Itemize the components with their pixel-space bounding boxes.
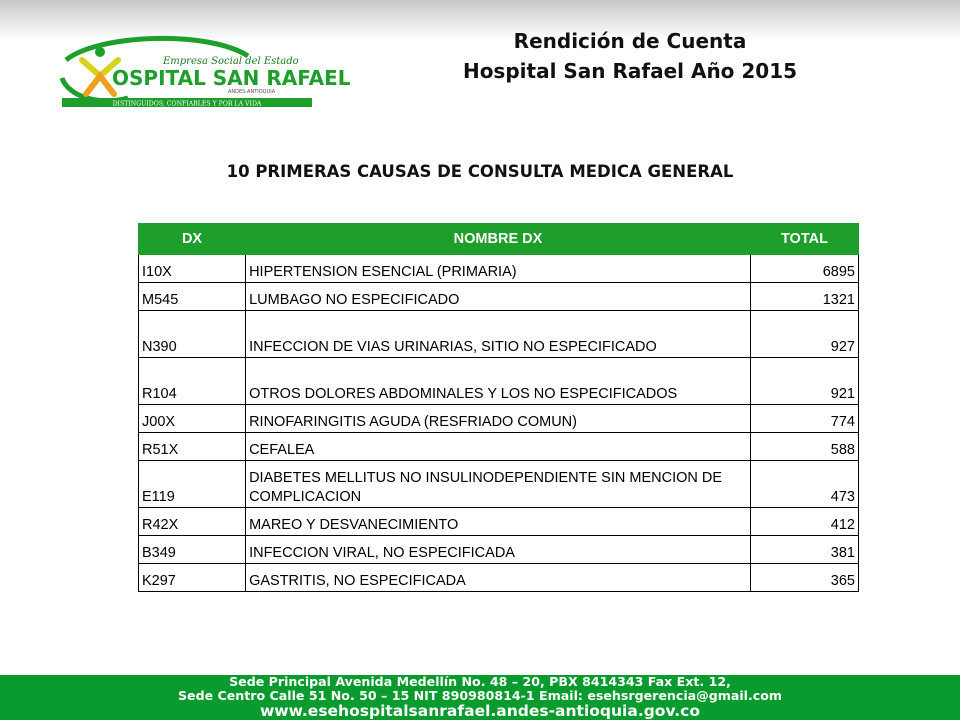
cell-dx: K297 — [139, 564, 246, 592]
cell-total: 412 — [750, 508, 858, 536]
table-row — [139, 358, 859, 405]
footer-address-line-1: Sede Principal Avenida Medellín No. 48 – 20, PBX 8414343 Fax Ext. 12, — [229, 674, 731, 689]
cell-dx: R104 — [139, 358, 246, 405]
logo-graphic — [58, 30, 351, 112]
cell-nombre-dx: DIABETES MELLITUS NO INSULINODEPENDIENTE SIN MENCION DE COMPLICACION — [246, 461, 751, 508]
cell-total: 365 — [750, 564, 858, 592]
cell-dx: R51X — [139, 433, 246, 461]
table-row — [139, 536, 859, 564]
column-header-nombre-dx: NOMBRE DX — [246, 224, 751, 255]
logo-location: ANDES-ANTIOQUIA — [228, 89, 276, 95]
cell-nombre-dx: INFECCION VIRAL, NO ESPECIFICADA — [246, 536, 751, 564]
hospital-logo — [58, 30, 351, 112]
footer-website: www.esehospitalsanrafael.andes-antioquia.gov.co — [259, 702, 701, 720]
cell-total: 6895 — [750, 255, 858, 283]
cell-nombre-dx: LUMBAGO NO ESPECIFICADO — [246, 283, 751, 311]
cell-nombre-dx: HIPERTENSION ESENCIAL (PRIMARIA) — [246, 255, 751, 283]
cell-nombre-dx: GASTRITIS, NO ESPECIFICADA — [246, 564, 751, 592]
footer-address-line-2: Sede Centro Calle 51 No. 50 – 15 NIT 890980814-1 Email: esehsrgerencia@gmail.com — [177, 688, 783, 703]
table-header-row — [139, 224, 859, 255]
cell-total: 927 — [750, 311, 858, 358]
cell-total: 381 — [750, 536, 858, 564]
cell-nombre-dx: MAREO Y DESVANECIMIENTO — [246, 508, 751, 536]
cell-nombre-dx: INFECCION DE VIAS URINARIAS, SITIO NO ESPECIFICADO — [246, 311, 751, 358]
cell-dx: R42X — [139, 508, 246, 536]
column-header-total: TOTAL — [750, 224, 858, 255]
table-row — [139, 311, 859, 358]
page-title — [430, 26, 830, 86]
cell-nombre-dx: CEFALEA — [246, 433, 751, 461]
page-title-line-1: Rendición de Cuenta — [513, 29, 747, 53]
logo-figure-legs — [86, 76, 114, 94]
cell-nombre-dx: OTROS DOLORES ABDOMINALES Y LOS NO ESPECIFICADOS — [246, 358, 751, 405]
cell-dx: J00X — [139, 405, 246, 433]
cell-total: 473 — [750, 461, 858, 508]
cell-nombre-dx: RINOFARINGITIS AGUDA (RESFRIADO COMUN) — [246, 405, 751, 433]
footer-banner — [0, 675, 960, 720]
table-row — [139, 461, 859, 508]
table-row — [139, 433, 859, 461]
page-title-line-2: Hospital San Rafael Año 2015 — [462, 59, 798, 83]
logo-figure-head — [95, 47, 105, 57]
table-row — [139, 255, 859, 283]
cell-total: 588 — [750, 433, 858, 461]
table-row — [139, 564, 859, 592]
logo-slogan: DISTINGUIDOS, CONFIABLES Y POR LA VIDA — [112, 100, 262, 108]
cell-total: 774 — [750, 405, 858, 433]
cell-dx: N390 — [139, 311, 246, 358]
cell-dx: B349 — [139, 536, 246, 564]
table-row — [139, 405, 859, 433]
consultation-causes-table — [138, 223, 859, 592]
logo-top-text: Empresa Social del Estado — [163, 56, 299, 67]
cell-total: 1321 — [750, 283, 858, 311]
cell-dx: M545 — [139, 283, 246, 311]
cell-total: 921 — [750, 358, 858, 405]
column-header-dx: DX — [139, 224, 246, 255]
table-row — [139, 508, 859, 536]
cell-dx: I10X — [139, 255, 246, 283]
section-title: 10 PRIMERAS CAUSAS DE CONSULTA MEDICA GENERAL — [226, 162, 734, 181]
cell-dx: E119 — [139, 461, 246, 508]
table-row — [139, 283, 859, 311]
logo-name: OSPITAL SAN RAFAEL — [112, 66, 351, 90]
